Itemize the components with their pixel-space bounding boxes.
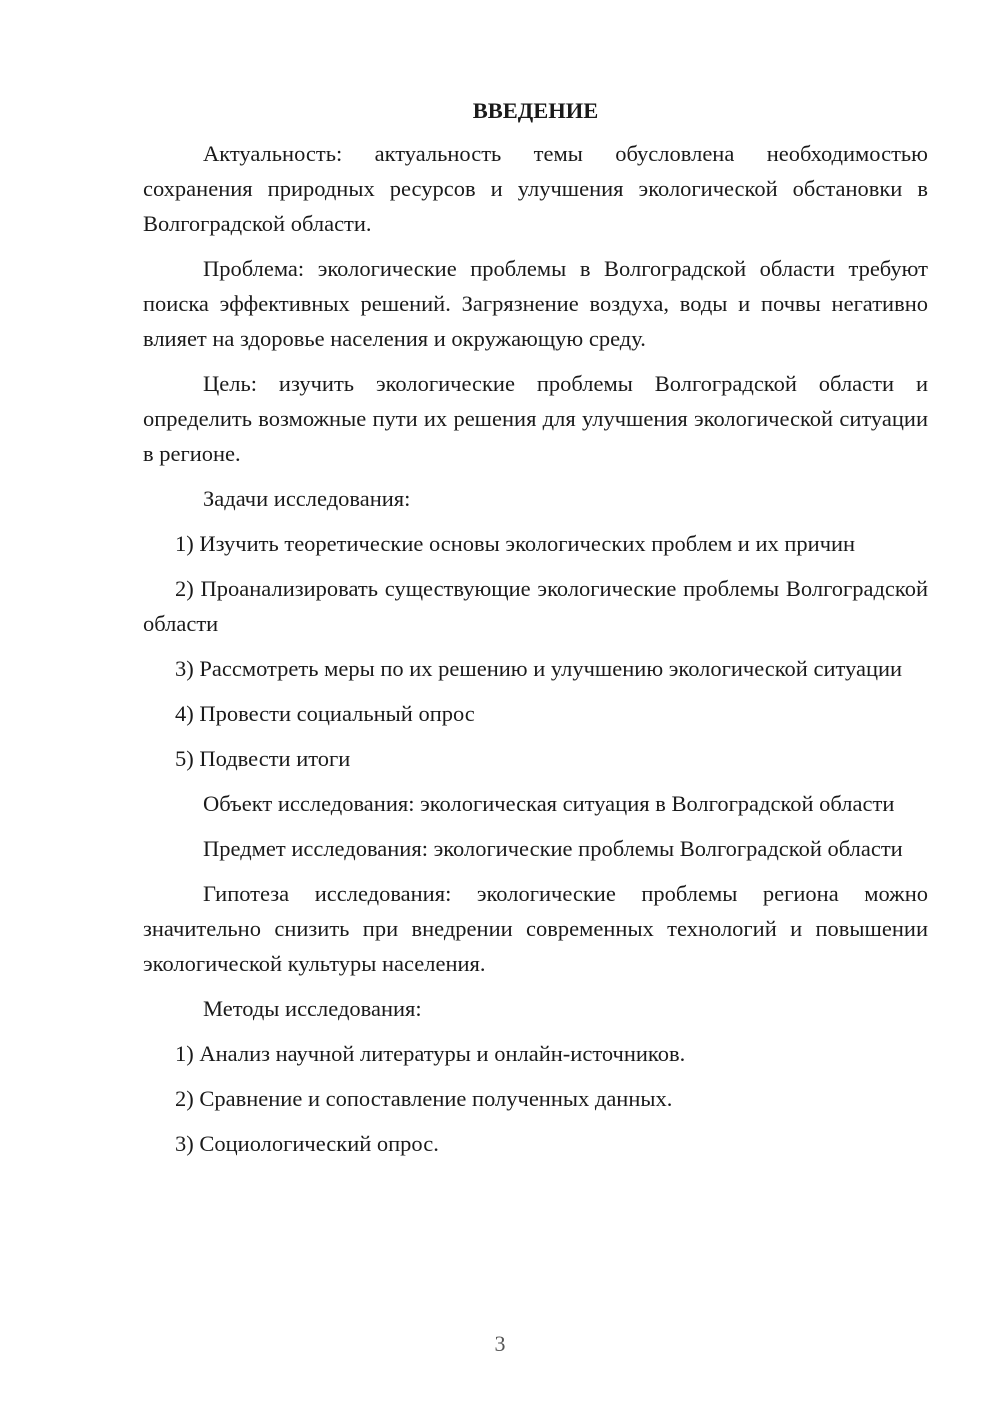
list-item: 5) Подвести итоги: [175, 746, 351, 771]
page-title: ВВЕДЕНИЕ: [472, 98, 599, 123]
relevance-paragraph: Актуальность: актуальность темы обусловлена необходимостью сохранения природных ресурсов и улучшения экологической обстановки в Волгоградской области.: [143, 141, 928, 236]
list-item: 4) Провести социальный опрос: [175, 701, 475, 726]
list-item: 2) Сравнение и сопоставление полученных данных.: [175, 1086, 673, 1111]
problem-paragraph: Проблема: экологические проблемы в Волгоградской области требуют поиска эффективных решений. Загрязнение воздуха, воды и почвы негативно влияет на здоровье населения и окружающую среду.: [143, 256, 928, 351]
tasks-title: Задачи исследования:: [203, 486, 411, 511]
list-item: 1) Изучить теоретические основы экологических проблем и их причин: [175, 531, 856, 556]
document-body: [143, 96, 928, 1171]
page-number: 3: [494, 1331, 506, 1356]
list-item: 3) Рассмотреть меры по их решению и улучшению экологической ситуации: [175, 656, 903, 681]
list-item: 2) Проанализировать существующие экологические проблемы Волгоградской области: [143, 576, 928, 636]
object-paragraph: Объект исследования: экологическая ситуация в Волгоградской области: [203, 791, 895, 816]
subject-paragraph: Предмет исследования: экологические проблемы Волгоградской области: [203, 836, 903, 861]
hypothesis-paragraph: Гипотеза исследования: экологические проблемы региона можно значительно снизить при внедрении современных технологий и повышении экологической культуры населения.: [143, 881, 928, 976]
list-item: 3) Социологический опрос.: [175, 1131, 439, 1156]
goal-paragraph: Цель: изучить экологические проблемы Волгоградской области и определить возможные пути их решения для улучшения экологической ситуации в регионе.: [143, 371, 928, 466]
list-item: 1) Анализ научной литературы и онлайн-источников.: [175, 1041, 686, 1066]
methods-title: Методы исследования:: [203, 996, 422, 1021]
